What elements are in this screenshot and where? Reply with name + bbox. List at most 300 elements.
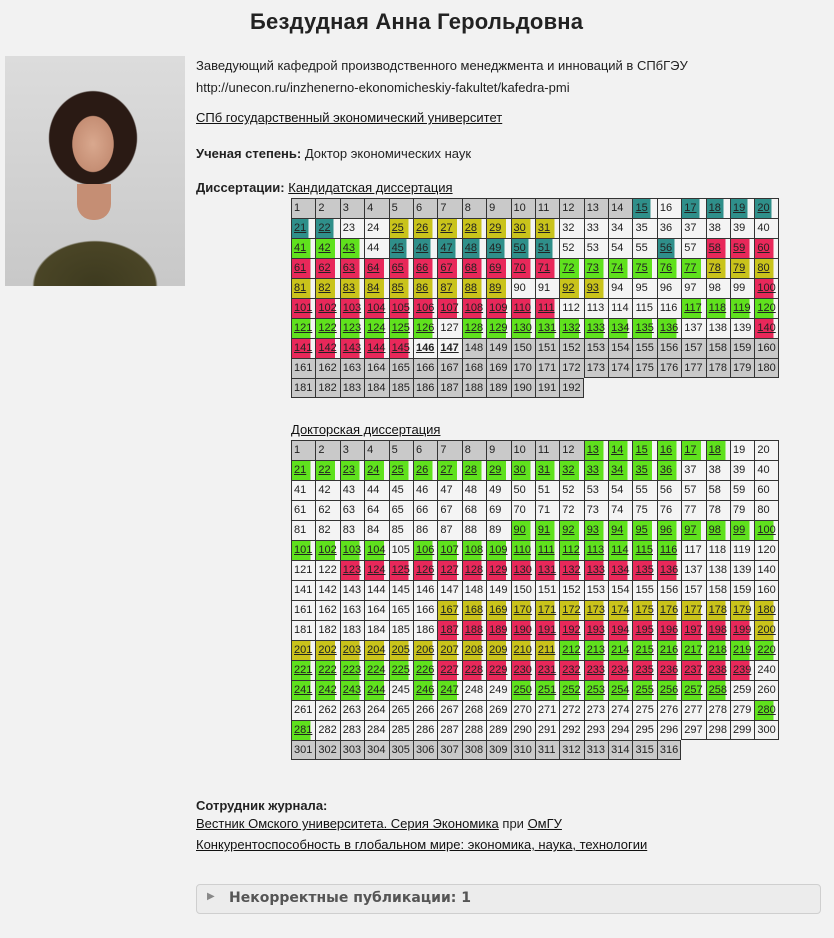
page-cell[interactable]: 105 xyxy=(389,298,413,318)
page-cell[interactable]: 35 xyxy=(632,460,656,480)
page-cell[interactable]: 7 xyxy=(437,198,461,218)
page-cell[interactable]: 71 xyxy=(535,500,559,520)
page-cell[interactable]: 124 xyxy=(364,560,388,580)
page-cell[interactable]: 107 xyxy=(437,540,461,560)
page-cell[interactable]: 47 xyxy=(437,238,461,258)
page-cell[interactable]: 1 xyxy=(291,440,315,460)
page-cell[interactable]: 243 xyxy=(340,680,364,700)
page-cell[interactable]: 26 xyxy=(413,218,437,238)
page-cell[interactable]: 297 xyxy=(681,720,705,740)
page-cell[interactable]: 28 xyxy=(462,218,486,238)
page-cell[interactable]: 51 xyxy=(535,480,559,500)
page-cell[interactable]: 69 xyxy=(486,500,510,520)
page-cell[interactable]: 47 xyxy=(437,480,461,500)
page-cell[interactable]: 263 xyxy=(340,700,364,720)
page-cell[interactable]: 145 xyxy=(389,580,413,600)
page-cell[interactable]: 84 xyxy=(364,520,388,540)
page-cell[interactable]: 61 xyxy=(291,258,315,278)
page-cell[interactable]: 149 xyxy=(486,338,510,358)
page-cell[interactable]: 96 xyxy=(657,520,681,540)
page-cell[interactable]: 139 xyxy=(730,560,754,580)
page-cell[interactable]: 83 xyxy=(340,520,364,540)
page-cell[interactable]: 308 xyxy=(462,740,486,760)
page-cell[interactable]: 310 xyxy=(511,740,535,760)
page-cell[interactable]: 289 xyxy=(486,720,510,740)
page-cell[interactable]: 193 xyxy=(584,620,608,640)
page-cell[interactable]: 106 xyxy=(413,540,437,560)
page-cell[interactable]: 132 xyxy=(559,318,583,338)
page-cell[interactable]: 11 xyxy=(535,440,559,460)
page-cell[interactable]: 15 xyxy=(632,440,656,460)
page-cell[interactable]: 213 xyxy=(584,640,608,660)
page-cell[interactable]: 7 xyxy=(437,440,461,460)
page-cell[interactable]: 29 xyxy=(486,460,510,480)
page-cell[interactable]: 161 xyxy=(291,358,315,378)
page-cell[interactable]: 55 xyxy=(632,480,656,500)
page-cell[interactable]: 189 xyxy=(486,378,510,398)
page-cell[interactable]: 118 xyxy=(706,298,730,318)
page-cell[interactable]: 149 xyxy=(486,580,510,600)
page-cell[interactable]: 116 xyxy=(657,540,681,560)
page-cell[interactable]: 43 xyxy=(340,480,364,500)
journal-org-link[interactable]: ОмГУ xyxy=(527,816,562,831)
page-cell[interactable]: 18 xyxy=(706,440,730,460)
page-cell[interactable]: 242 xyxy=(315,680,339,700)
page-cell[interactable]: 152 xyxy=(559,580,583,600)
page-cell[interactable]: 176 xyxy=(657,600,681,620)
page-cell[interactable]: 248 xyxy=(462,680,486,700)
page-cell[interactable]: 166 xyxy=(413,358,437,378)
page-cell[interactable]: 122 xyxy=(315,560,339,580)
page-cell[interactable]: 106 xyxy=(413,298,437,318)
page-cell[interactable]: 103 xyxy=(340,540,364,560)
page-cell[interactable]: 52 xyxy=(559,238,583,258)
page-cell[interactable]: 56 xyxy=(657,238,681,258)
page-cell[interactable]: 89 xyxy=(486,520,510,540)
page-cell[interactable]: 277 xyxy=(681,700,705,720)
page-cell[interactable]: 85 xyxy=(389,278,413,298)
page-cell[interactable]: 140 xyxy=(754,560,778,580)
page-cell[interactable]: 113 xyxy=(584,540,608,560)
page-cell[interactable]: 111 xyxy=(535,298,559,318)
page-cell[interactable]: 110 xyxy=(511,540,535,560)
page-cell[interactable]: 64 xyxy=(364,500,388,520)
page-cell[interactable]: 270 xyxy=(511,700,535,720)
page-cell[interactable]: 77 xyxy=(681,500,705,520)
page-cell[interactable]: 131 xyxy=(535,318,559,338)
page-cell[interactable]: 101 xyxy=(291,540,315,560)
page-cell[interactable]: 9 xyxy=(486,198,510,218)
page-cell[interactable]: 224 xyxy=(364,660,388,680)
page-cell[interactable]: 183 xyxy=(340,620,364,640)
page-cell[interactable]: 173 xyxy=(584,358,608,378)
page-cell[interactable]: 13 xyxy=(584,440,608,460)
page-cell[interactable]: 50 xyxy=(511,238,535,258)
page-cell[interactable]: 208 xyxy=(462,640,486,660)
page-cell[interactable]: 165 xyxy=(389,358,413,378)
page-cell[interactable]: 246 xyxy=(413,680,437,700)
page-cell[interactable]: 23 xyxy=(340,218,364,238)
page-cell[interactable]: 217 xyxy=(681,640,705,660)
page-cell[interactable]: 9 xyxy=(486,440,510,460)
page-cell[interactable]: 90 xyxy=(511,278,535,298)
page-cell[interactable]: 162 xyxy=(315,600,339,620)
page-cell[interactable]: 145 xyxy=(389,338,413,358)
page-cell[interactable]: 104 xyxy=(364,540,388,560)
page-cell[interactable]: 55 xyxy=(632,238,656,258)
page-cell[interactable]: 295 xyxy=(632,720,656,740)
page-cell[interactable]: 184 xyxy=(364,620,388,640)
page-cell[interactable]: 221 xyxy=(291,660,315,680)
page-cell[interactable]: 64 xyxy=(364,258,388,278)
page-cell[interactable]: 131 xyxy=(535,560,559,580)
page-cell[interactable]: 236 xyxy=(657,660,681,680)
page-cell[interactable]: 233 xyxy=(584,660,608,680)
page-cell[interactable]: 42 xyxy=(315,480,339,500)
page-cell[interactable]: 256 xyxy=(657,680,681,700)
page-cell[interactable]: 102 xyxy=(315,540,339,560)
page-cell[interactable]: 168 xyxy=(462,600,486,620)
page-cell[interactable]: 157 xyxy=(681,580,705,600)
page-cell[interactable]: 218 xyxy=(706,640,730,660)
page-cell[interactable]: 49 xyxy=(486,238,510,258)
page-cell[interactable]: 88 xyxy=(462,278,486,298)
page-cell[interactable]: 157 xyxy=(681,338,705,358)
page-cell[interactable]: 45 xyxy=(389,480,413,500)
page-cell[interactable]: 63 xyxy=(340,258,364,278)
page-cell[interactable]: 74 xyxy=(608,500,632,520)
page-cell[interactable]: 71 xyxy=(535,258,559,278)
page-cell[interactable]: 249 xyxy=(486,680,510,700)
page-cell[interactable]: 18 xyxy=(706,198,730,218)
page-cell[interactable]: 116 xyxy=(657,298,681,318)
page-cell[interactable]: 138 xyxy=(706,318,730,338)
page-cell[interactable]: 165 xyxy=(389,600,413,620)
page-cell[interactable]: 299 xyxy=(730,720,754,740)
page-cell[interactable]: 300 xyxy=(754,720,778,740)
page-cell[interactable]: 69 xyxy=(486,258,510,278)
page-cell[interactable]: 36 xyxy=(657,460,681,480)
page-cell[interactable]: 238 xyxy=(706,660,730,680)
page-cell[interactable]: 15 xyxy=(632,198,656,218)
page-cell[interactable]: 100 xyxy=(754,278,778,298)
page-cell[interactable]: 133 xyxy=(584,560,608,580)
page-cell[interactable]: 192 xyxy=(559,620,583,640)
page-cell[interactable]: 20 xyxy=(754,440,778,460)
page-cell[interactable]: 120 xyxy=(754,540,778,560)
page-cell[interactable]: 115 xyxy=(632,540,656,560)
page-cell[interactable]: 176 xyxy=(657,358,681,378)
page-cell[interactable]: 178 xyxy=(706,358,730,378)
page-cell[interactable]: 146 xyxy=(413,338,437,358)
page-cell[interactable]: 27 xyxy=(437,218,461,238)
page-cell[interactable]: 100 xyxy=(754,520,778,540)
page-cell[interactable]: 222 xyxy=(315,660,339,680)
page-cell[interactable]: 143 xyxy=(340,580,364,600)
page-cell[interactable]: 257 xyxy=(681,680,705,700)
page-cell[interactable]: 201 xyxy=(291,640,315,660)
page-cell[interactable]: 250 xyxy=(511,680,535,700)
page-cell[interactable]: 54 xyxy=(608,238,632,258)
page-cell[interactable]: 22 xyxy=(315,460,339,480)
page-cell[interactable]: 75 xyxy=(632,258,656,278)
page-cell[interactable]: 313 xyxy=(584,740,608,760)
page-cell[interactable]: 229 xyxy=(486,660,510,680)
page-cell[interactable]: 24 xyxy=(364,218,388,238)
page-cell[interactable]: 155 xyxy=(632,338,656,358)
page-cell[interactable]: 58 xyxy=(706,238,730,258)
page-cell[interactable]: 226 xyxy=(413,660,437,680)
page-cell[interactable]: 214 xyxy=(608,640,632,660)
page-cell[interactable]: 40 xyxy=(754,218,778,238)
page-cell[interactable]: 209 xyxy=(486,640,510,660)
page-cell[interactable]: 57 xyxy=(681,480,705,500)
page-cell[interactable]: 260 xyxy=(754,680,778,700)
page-cell[interactable]: 95 xyxy=(632,278,656,298)
page-cell[interactable]: 73 xyxy=(584,258,608,278)
page-cell[interactable]: 12 xyxy=(559,440,583,460)
page-cell[interactable]: 123 xyxy=(340,560,364,580)
page-cell[interactable]: 93 xyxy=(584,520,608,540)
page-cell[interactable]: 85 xyxy=(389,520,413,540)
page-cell[interactable]: 38 xyxy=(706,218,730,238)
page-cell[interactable]: 316 xyxy=(657,740,681,760)
page-cell[interactable]: 161 xyxy=(291,600,315,620)
page-cell[interactable]: 32 xyxy=(559,218,583,238)
page-cell[interactable]: 273 xyxy=(584,700,608,720)
page-cell[interactable]: 34 xyxy=(608,460,632,480)
page-cell[interactable]: 139 xyxy=(730,318,754,338)
page-cell[interactable]: 292 xyxy=(559,720,583,740)
page-cell[interactable]: 16 xyxy=(657,198,681,218)
page-cell[interactable]: 146 xyxy=(413,580,437,600)
page-cell[interactable]: 189 xyxy=(486,620,510,640)
page-cell[interactable]: 50 xyxy=(511,480,535,500)
page-cell[interactable]: 70 xyxy=(511,500,535,520)
page-cell[interactable]: 59 xyxy=(730,480,754,500)
page-cell[interactable]: 284 xyxy=(364,720,388,740)
page-cell[interactable]: 314 xyxy=(608,740,632,760)
page-cell[interactable]: 179 xyxy=(730,358,754,378)
page-cell[interactable]: 140 xyxy=(754,318,778,338)
page-cell[interactable]: 169 xyxy=(486,600,510,620)
page-cell[interactable]: 210 xyxy=(511,640,535,660)
page-cell[interactable]: 191 xyxy=(535,620,559,640)
page-cell[interactable]: 90 xyxy=(511,520,535,540)
page-cell[interactable]: 177 xyxy=(681,600,705,620)
page-cell[interactable]: 301 xyxy=(291,740,315,760)
page-cell[interactable]: 76 xyxy=(657,500,681,520)
page-cell[interactable]: 33 xyxy=(584,218,608,238)
page-cell[interactable]: 65 xyxy=(389,258,413,278)
page-cell[interactable]: 92 xyxy=(559,278,583,298)
page-cell[interactable]: 68 xyxy=(462,500,486,520)
page-cell[interactable]: 298 xyxy=(706,720,730,740)
page-cell[interactable]: 190 xyxy=(511,378,535,398)
page-cell[interactable]: 8 xyxy=(462,198,486,218)
page-cell[interactable]: 45 xyxy=(389,238,413,258)
page-cell[interactable]: 31 xyxy=(535,460,559,480)
page-cell[interactable]: 70 xyxy=(511,258,535,278)
page-cell[interactable]: 84 xyxy=(364,278,388,298)
page-cell[interactable]: 186 xyxy=(413,620,437,640)
page-cell[interactable]: 282 xyxy=(315,720,339,740)
page-cell[interactable]: 178 xyxy=(706,600,730,620)
page-cell[interactable]: 191 xyxy=(535,378,559,398)
page-cell[interactable]: 294 xyxy=(608,720,632,740)
page-cell[interactable]: 54 xyxy=(608,480,632,500)
page-cell[interactable]: 130 xyxy=(511,560,535,580)
page-cell[interactable]: 163 xyxy=(340,358,364,378)
page-cell[interactable]: 121 xyxy=(291,318,315,338)
page-cell[interactable]: 28 xyxy=(462,460,486,480)
page-cell[interactable]: 46 xyxy=(413,480,437,500)
page-cell[interactable]: 170 xyxy=(511,358,535,378)
page-cell[interactable]: 17 xyxy=(681,198,705,218)
page-cell[interactable]: 159 xyxy=(730,580,754,600)
page-cell[interactable]: 188 xyxy=(462,620,486,640)
page-cell[interactable]: 128 xyxy=(462,318,486,338)
page-cell[interactable]: 198 xyxy=(706,620,730,640)
page-cell[interactable]: 74 xyxy=(608,258,632,278)
page-cell[interactable]: 91 xyxy=(535,520,559,540)
page-cell[interactable]: 197 xyxy=(681,620,705,640)
university-link[interactable]: СПб государственный экономический университет xyxy=(196,110,503,125)
page-cell[interactable]: 259 xyxy=(730,680,754,700)
page-cell[interactable]: 179 xyxy=(730,600,754,620)
page-cell[interactable]: 76 xyxy=(657,258,681,278)
page-cell[interactable]: 23 xyxy=(340,460,364,480)
page-cell[interactable]: 129 xyxy=(486,560,510,580)
page-cell[interactable]: 82 xyxy=(315,520,339,540)
page-cell[interactable]: 153 xyxy=(584,580,608,600)
page-cell[interactable]: 94 xyxy=(608,520,632,540)
page-cell[interactable]: 204 xyxy=(364,640,388,660)
page-cell[interactable]: 306 xyxy=(413,740,437,760)
page-cell[interactable]: 166 xyxy=(413,600,437,620)
page-cell[interactable]: 181 xyxy=(291,378,315,398)
page-cell[interactable]: 4 xyxy=(364,440,388,460)
page-cell[interactable]: 126 xyxy=(413,318,437,338)
page-cell[interactable]: 136 xyxy=(657,560,681,580)
page-cell[interactable]: 11 xyxy=(535,198,559,218)
page-cell[interactable]: 123 xyxy=(340,318,364,338)
page-cell[interactable]: 34 xyxy=(608,218,632,238)
page-cell[interactable]: 122 xyxy=(315,318,339,338)
doctoral-dissertation-link[interactable]: Докторская диссертация xyxy=(291,422,441,437)
page-cell[interactable]: 225 xyxy=(389,660,413,680)
page-cell[interactable]: 159 xyxy=(730,338,754,358)
page-cell[interactable]: 43 xyxy=(340,238,364,258)
page-cell[interactable]: 105 xyxy=(389,540,413,560)
page-cell[interactable]: 147 xyxy=(437,338,461,358)
page-cell[interactable]: 21 xyxy=(291,460,315,480)
page-cell[interactable]: 114 xyxy=(608,540,632,560)
page-cell[interactable]: 183 xyxy=(340,378,364,398)
page-cell[interactable]: 29 xyxy=(486,218,510,238)
page-cell[interactable]: 101 xyxy=(291,298,315,318)
page-cell[interactable]: 150 xyxy=(511,580,535,600)
journal-link-vestnik[interactable]: Вестник Омского университета. Серия Экономика xyxy=(196,816,499,831)
page-cell[interactable]: 107 xyxy=(437,298,461,318)
page-cell[interactable]: 8 xyxy=(462,440,486,460)
page-cell[interactable]: 30 xyxy=(511,218,535,238)
page-cell[interactable]: 27 xyxy=(437,460,461,480)
page-cell[interactable]: 163 xyxy=(340,600,364,620)
page-cell[interactable]: 205 xyxy=(389,640,413,660)
page-cell[interactable]: 21 xyxy=(291,218,315,238)
page-cell[interactable]: 219 xyxy=(730,640,754,660)
page-cell[interactable]: 72 xyxy=(559,258,583,278)
page-cell[interactable]: 37 xyxy=(681,218,705,238)
page-cell[interactable]: 126 xyxy=(413,560,437,580)
page-cell[interactable]: 234 xyxy=(608,660,632,680)
page-cell[interactable]: 188 xyxy=(462,378,486,398)
page-cell[interactable]: 26 xyxy=(413,460,437,480)
page-cell[interactable]: 93 xyxy=(584,278,608,298)
page-cell[interactable]: 156 xyxy=(657,580,681,600)
page-cell[interactable]: 141 xyxy=(291,338,315,358)
page-cell[interactable]: 174 xyxy=(608,358,632,378)
page-cell[interactable]: 37 xyxy=(681,460,705,480)
page-cell[interactable]: 180 xyxy=(754,358,778,378)
page-cell[interactable]: 88 xyxy=(462,520,486,540)
page-cell[interactable]: 56 xyxy=(657,480,681,500)
page-cell[interactable]: 58 xyxy=(706,480,730,500)
page-cell[interactable]: 223 xyxy=(340,660,364,680)
page-cell[interactable]: 81 xyxy=(291,278,315,298)
page-cell[interactable]: 304 xyxy=(364,740,388,760)
page-cell[interactable]: 240 xyxy=(754,660,778,680)
page-cell[interactable]: 272 xyxy=(559,700,583,720)
page-cell[interactable]: 51 xyxy=(535,238,559,258)
page-cell[interactable]: 268 xyxy=(462,700,486,720)
page-cell[interactable]: 94 xyxy=(608,278,632,298)
page-cell[interactable]: 185 xyxy=(389,378,413,398)
page-cell[interactable]: 244 xyxy=(364,680,388,700)
page-cell[interactable]: 138 xyxy=(706,560,730,580)
page-cell[interactable]: 73 xyxy=(584,500,608,520)
page-cell[interactable]: 290 xyxy=(511,720,535,740)
page-cell[interactable]: 113 xyxy=(584,298,608,318)
page-cell[interactable]: 307 xyxy=(437,740,461,760)
page-cell[interactable]: 117 xyxy=(681,298,705,318)
page-cell[interactable]: 164 xyxy=(364,600,388,620)
page-cell[interactable]: 41 xyxy=(291,480,315,500)
page-cell[interactable]: 156 xyxy=(657,338,681,358)
page-cell[interactable]: 148 xyxy=(462,338,486,358)
page-cell[interactable]: 293 xyxy=(584,720,608,740)
page-cell[interactable]: 14 xyxy=(608,198,632,218)
page-cell[interactable]: 53 xyxy=(584,238,608,258)
page-cell[interactable]: 158 xyxy=(706,580,730,600)
page-cell[interactable]: 215 xyxy=(632,640,656,660)
page-cell[interactable]: 311 xyxy=(535,740,559,760)
page-cell[interactable]: 128 xyxy=(462,560,486,580)
page-cell[interactable]: 79 xyxy=(730,258,754,278)
page-cell[interactable]: 46 xyxy=(413,238,437,258)
page-cell[interactable]: 110 xyxy=(511,298,535,318)
page-cell[interactable]: 182 xyxy=(315,378,339,398)
page-cell[interactable]: 203 xyxy=(340,640,364,660)
page-cell[interactable]: 147 xyxy=(437,580,461,600)
page-cell[interactable]: 49 xyxy=(486,480,510,500)
page-cell[interactable]: 154 xyxy=(608,338,632,358)
page-cell[interactable]: 6 xyxy=(413,440,437,460)
page-cell[interactable]: 124 xyxy=(364,318,388,338)
page-cell[interactable]: 127 xyxy=(437,318,461,338)
page-cell[interactable]: 185 xyxy=(389,620,413,640)
